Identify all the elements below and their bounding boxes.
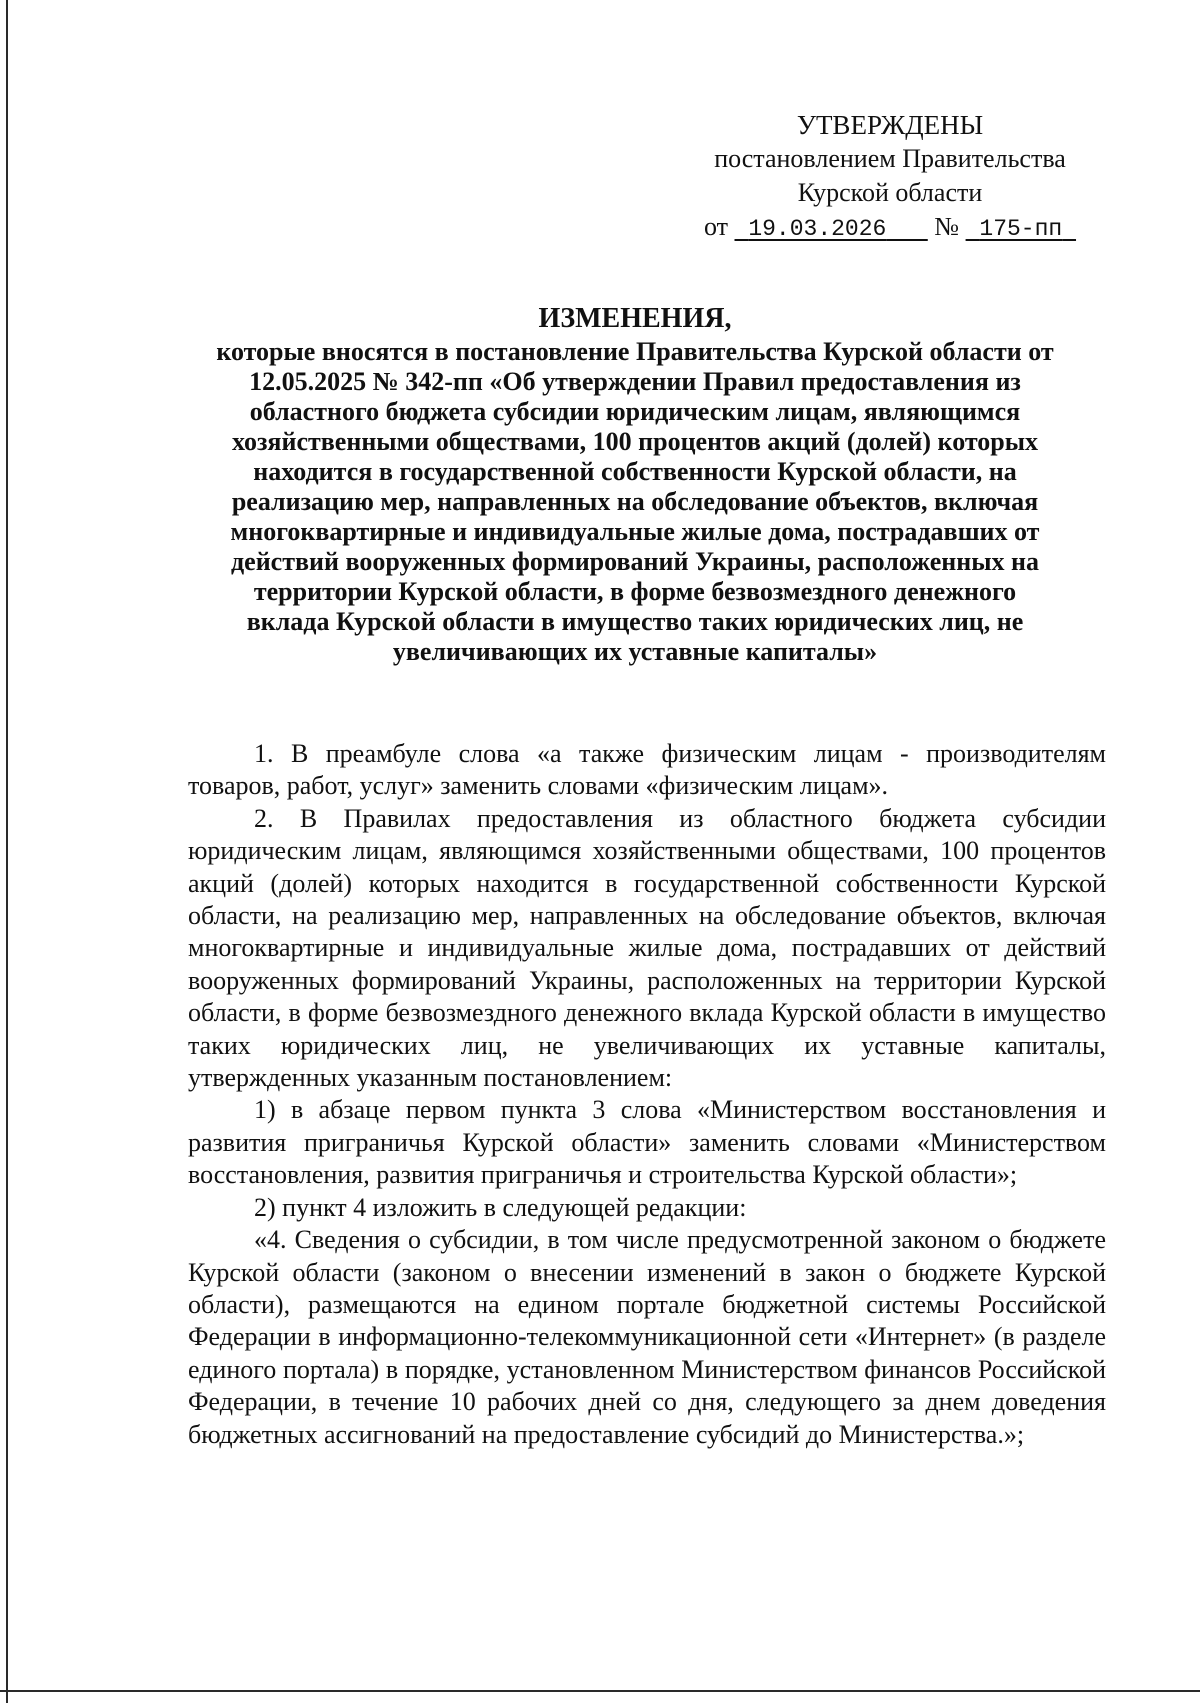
approval-line-1: постановлением Правительства (714, 144, 1066, 173)
date-prefix: от (703, 212, 728, 241)
subtitle-line: многоквартирные и индивидуальные жилые дома, пострадавших от (230, 517, 1040, 546)
subtitle-line: вклада Курской области в имущество таких юридических лиц, не (246, 607, 1024, 636)
document-title-block (175, 304, 1095, 667)
subtitle-line: областного бюджета субсидии юридическим лицам, являющимся (249, 397, 1021, 426)
subtitle-line: хозяйственными обществами, 100 процентов акций (долей) которых (231, 427, 1039, 456)
paragraph-point-4: «4. Сведения о субсидии, в том числе предусмотренной законом о бюджете Курской области (законом о внесении изменений в закон о бюджете Курской области), размещаются на едином портале бюджетной системы Российской Федерации в информационно-телекоммуникационной сети «Интернет» (в разделе единого портала) в порядке, установленном Министерством финансов Российской Федерации, в течение 10 рабочих дней со дня, следующего за днем доведения бюджетных ассигнований на предоставление субсидий до Министерства.»; (188, 1225, 1106, 1449)
subtitle-line: 12.05.2025 № 342-пп «Об утверждении Правил предоставления из (249, 367, 1021, 396)
subtitle-line: реализацию мер, направленных на обследование объектов, включая (231, 487, 1039, 516)
document-heading: ИЗМЕНЕНИЯ, (538, 303, 732, 334)
approval-date: 19.03.2026 (748, 216, 887, 242)
approval-line-2: Курской области (797, 178, 983, 207)
paragraph-rules: 2. В Правилах предоставления из областного бюджета субсидии юридическим лицам, являющимся хозяйственными обществами, 100 процентов акций (долей) которых находится в государственной собственности Курской области, на реализацию мер, направленных на обследование объектов, включая многоквартирные и индивидуальные жилые дома, пострадавших от действий вооруженных формирований Украины, расположенных на территории Курской области, в форме безвозмездного денежного вклада Курской области в имущество таких юридических лиц, не увеличивающих их уставные капиталы, утвержденных указанным постановлением: (188, 803, 1106, 1093)
document-body (188, 738, 1106, 1451)
scan-left-edge (6, 0, 8, 1703)
approval-title: УТВЕРЖДЕНЫ (796, 110, 984, 140)
approval-date-line (690, 210, 1090, 246)
subtitle-line: находится в государственной собственности Курской области, на (253, 457, 1017, 486)
paragraph-item-1: 1) в абзаце первом пункта 3 слова «Министерством восстановления и развития приграничья Курской области» заменить словами «Министерством восстановления, развития приграничья и строительства Курской области»; (188, 1095, 1106, 1190)
scan-bottom-edge (0, 1690, 1200, 1692)
paragraph-item-2: 2) пункт 4 изложить в следующей редакции: (254, 1192, 747, 1222)
subtitle-line: которые вносятся в постановление Правительства Курской области от (216, 337, 1054, 366)
subtitle-line: увеличивающих их уставные капиталы» (392, 637, 878, 666)
number-sign: № (934, 212, 960, 241)
approval-stamp (690, 108, 1090, 246)
subtitle-line: территории Курской области, в форме безвозмездного денежного (253, 577, 1017, 606)
approval-number: 175-пп (979, 216, 1063, 242)
subtitle-line: действий вооруженных формирований Украины, расположенных на (231, 547, 1039, 576)
paragraph-preamble: 1. В преамбуле слова «а также физическим лицам - производителям товаров, работ, услуг» заменить словами «физическим лицам». (188, 739, 1106, 801)
